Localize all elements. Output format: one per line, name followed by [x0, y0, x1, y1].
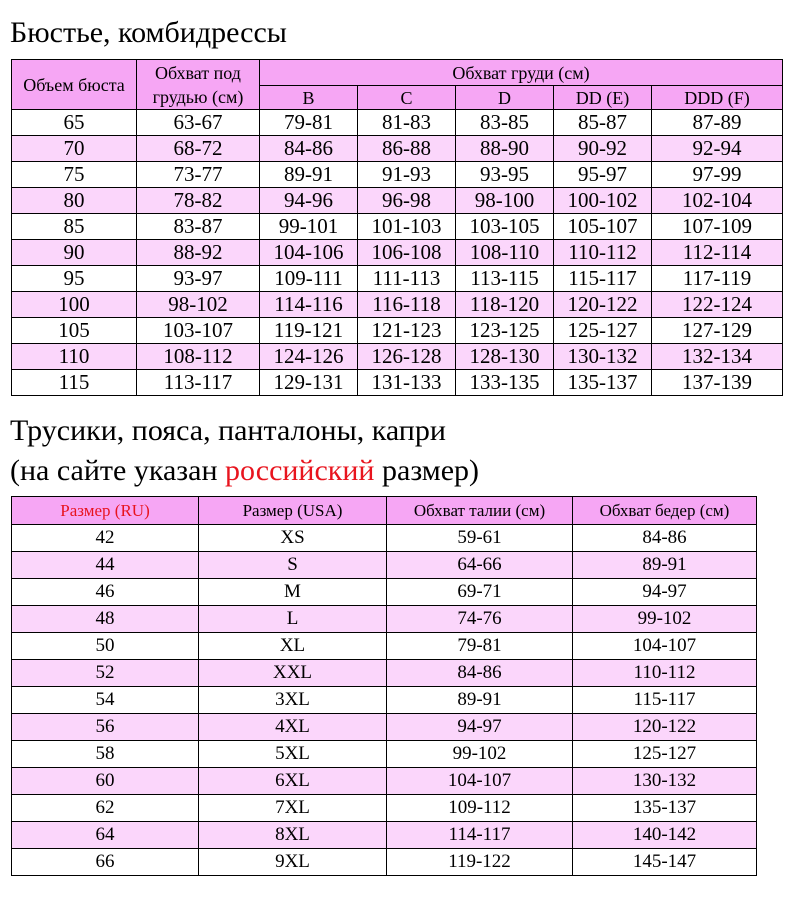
cup-header-d: D — [456, 86, 554, 110]
waist-cell: 69-71 — [387, 579, 573, 606]
size-usa-cell: 5XL — [199, 741, 387, 768]
subtitle-text-end: размер) — [374, 454, 480, 487]
cup-ddd-cell: 102-104 — [652, 188, 783, 214]
cup-ddd-cell: 92-94 — [652, 136, 783, 162]
pants-section-subtitle — [10, 456, 479, 486]
cup-dd-cell: 85-87 — [554, 110, 652, 136]
size-usa-cell: XXL — [199, 660, 387, 687]
cup-dd-cell: 135-137 — [554, 370, 652, 396]
cup-ddd-cell: 132-134 — [652, 344, 783, 370]
waist-cell: 114-117 — [387, 822, 573, 849]
table-row — [12, 214, 783, 240]
hips-cell: 110-112 — [573, 660, 757, 687]
hips-cell: 120-122 — [573, 714, 757, 741]
cup-c-cell: 106-108 — [358, 240, 456, 266]
cup-b-cell: 89-91 — [260, 162, 358, 188]
hips-cell: 145-147 — [573, 849, 757, 876]
size-usa-cell: 6XL — [199, 768, 387, 795]
waist-cell: 99-102 — [387, 741, 573, 768]
cup-ddd-cell: 127-129 — [652, 318, 783, 344]
waist-cell: 74-76 — [387, 606, 573, 633]
cup-dd-cell: 110-112 — [554, 240, 652, 266]
table-row — [12, 318, 783, 344]
hips-cell: 135-137 — [573, 795, 757, 822]
size-usa-cell: S — [199, 552, 387, 579]
size-ru-cell: 54 — [12, 687, 199, 714]
size-usa-cell: L — [199, 606, 387, 633]
cup-b-cell: 94-96 — [260, 188, 358, 214]
cup-dd-cell: 95-97 — [554, 162, 652, 188]
size-usa-cell: 9XL — [199, 849, 387, 876]
table-row — [12, 849, 757, 876]
table-row — [12, 822, 757, 849]
cup-b-cell: 79-81 — [260, 110, 358, 136]
cup-b-cell: 109-111 — [260, 266, 358, 292]
cup-ddd-cell: 112-114 — [652, 240, 783, 266]
cup-d-cell: 118-120 — [456, 292, 554, 318]
table-row — [12, 714, 757, 741]
underbust-cell: 88-92 — [137, 240, 260, 266]
size-ru-cell: 64 — [12, 822, 199, 849]
underbust-header: Обхват под грудью (см) — [137, 60, 260, 110]
cup-dd-cell: 120-122 — [554, 292, 652, 318]
hips-cell: 125-127 — [573, 741, 757, 768]
underbust-cell: 78-82 — [137, 188, 260, 214]
hips-cell: 130-132 — [573, 768, 757, 795]
table-row — [12, 110, 783, 136]
size-ru-cell: 62 — [12, 795, 199, 822]
cup-dd-cell: 100-102 — [554, 188, 652, 214]
cup-c-cell: 91-93 — [358, 162, 456, 188]
cup-c-cell: 121-123 — [358, 318, 456, 344]
table-row — [12, 344, 783, 370]
cup-d-cell: 98-100 — [456, 188, 554, 214]
table-row — [12, 687, 757, 714]
cup-d-cell: 103-105 — [456, 214, 554, 240]
hips-cell: 99-102 — [573, 606, 757, 633]
cup-d-cell: 113-115 — [456, 266, 554, 292]
size-ru-header: Размер (RU) — [12, 497, 199, 525]
cup-c-cell: 81-83 — [358, 110, 456, 136]
underbust-cell: 113-117 — [137, 370, 260, 396]
hips-cell: 115-117 — [573, 687, 757, 714]
waist-cell: 119-122 — [387, 849, 573, 876]
size-usa-cell: 8XL — [199, 822, 387, 849]
waist-cell: 79-81 — [387, 633, 573, 660]
cup-c-cell: 86-88 — [358, 136, 456, 162]
bust-volume-cell: 105 — [12, 318, 137, 344]
waist-cell: 84-86 — [387, 660, 573, 687]
bust-volume-cell: 85 — [12, 214, 137, 240]
cup-header-c: C — [358, 86, 456, 110]
cup-dd-cell: 115-117 — [554, 266, 652, 292]
waist-cell: 94-97 — [387, 714, 573, 741]
size-ru-cell: 56 — [12, 714, 199, 741]
bust-volume-header: Объем бюста — [12, 60, 137, 110]
table-row — [12, 795, 757, 822]
size-usa-cell: XS — [199, 525, 387, 552]
table-row — [12, 768, 757, 795]
cup-header-dd: DD (E) — [554, 86, 652, 110]
bust-volume-cell: 65 — [12, 110, 137, 136]
bust-volume-cell: 115 — [12, 370, 137, 396]
hips-cell: 94-97 — [573, 579, 757, 606]
bust-volume-cell: 70 — [12, 136, 137, 162]
cup-c-cell: 96-98 — [358, 188, 456, 214]
size-usa-cell: 4XL — [199, 714, 387, 741]
size-ru-cell: 42 — [12, 525, 199, 552]
cup-d-cell: 108-110 — [456, 240, 554, 266]
table-row — [12, 292, 783, 318]
cup-ddd-cell: 122-124 — [652, 292, 783, 318]
waist-cell: 59-61 — [387, 525, 573, 552]
underbust-cell: 93-97 — [137, 266, 260, 292]
cup-d-cell: 83-85 — [456, 110, 554, 136]
cup-c-cell: 126-128 — [358, 344, 456, 370]
table-row — [12, 162, 783, 188]
underbust-cell: 73-77 — [137, 162, 260, 188]
bust-volume-cell: 95 — [12, 266, 137, 292]
size-ru-cell: 48 — [12, 606, 199, 633]
cup-c-cell: 111-113 — [358, 266, 456, 292]
table-row — [12, 266, 783, 292]
table-row — [12, 579, 757, 606]
underbust-cell: 63-67 — [137, 110, 260, 136]
table-row — [12, 606, 757, 633]
cup-d-cell: 88-90 — [456, 136, 554, 162]
waist-header: Обхват талии (см) — [387, 497, 573, 525]
table-row — [12, 741, 757, 768]
cup-b-cell: 104-106 — [260, 240, 358, 266]
hips-cell: 104-107 — [573, 633, 757, 660]
bra-table-body — [12, 110, 783, 396]
cup-b-cell: 99-101 — [260, 214, 358, 240]
cup-b-cell: 119-121 — [260, 318, 358, 344]
cup-d-cell: 123-125 — [456, 318, 554, 344]
cup-c-cell: 116-118 — [358, 292, 456, 318]
table-row — [12, 525, 757, 552]
pants-size-table — [11, 496, 757, 876]
pants-section-title: Трусики, пояса, панталоны, капри — [10, 414, 446, 447]
hips-cell: 140-142 — [573, 822, 757, 849]
bra-size-table — [11, 59, 783, 396]
size-ru-cell: 52 — [12, 660, 199, 687]
bust-volume-cell: 90 — [12, 240, 137, 266]
size-ru-cell: 60 — [12, 768, 199, 795]
size-ru-cell: 50 — [12, 633, 199, 660]
underbust-cell: 108-112 — [137, 344, 260, 370]
bust-volume-cell: 100 — [12, 292, 137, 318]
subtitle-text-start: (на сайте указан — [10, 454, 225, 487]
cup-c-cell: 131-133 — [358, 370, 456, 396]
cup-ddd-cell: 137-139 — [652, 370, 783, 396]
table-row — [12, 660, 757, 687]
cup-header-b: B — [260, 86, 358, 110]
waist-cell: 109-112 — [387, 795, 573, 822]
table-row — [12, 633, 757, 660]
size-usa-cell: 3XL — [199, 687, 387, 714]
cup-header-ddd: DDD (F) — [652, 86, 783, 110]
cup-d-cell: 93-95 — [456, 162, 554, 188]
bust-volume-cell: 75 — [12, 162, 137, 188]
size-usa-cell: 7XL — [199, 795, 387, 822]
bust-girth-header: Обхват груди (см) — [260, 60, 783, 86]
cup-dd-cell: 130-132 — [554, 344, 652, 370]
cup-ddd-cell: 107-109 — [652, 214, 783, 240]
underbust-cell: 83-87 — [137, 214, 260, 240]
subtitle-highlight: российский — [225, 454, 375, 487]
size-ru-cell: 46 — [12, 579, 199, 606]
cup-d-cell: 133-135 — [456, 370, 554, 396]
cup-d-cell: 128-130 — [456, 344, 554, 370]
cup-ddd-cell: 97-99 — [652, 162, 783, 188]
bust-volume-cell: 110 — [12, 344, 137, 370]
underbust-cell: 98-102 — [137, 292, 260, 318]
cup-dd-cell: 105-107 — [554, 214, 652, 240]
cup-b-cell: 84-86 — [260, 136, 358, 162]
pants-table-body — [12, 525, 757, 876]
hips-header: Обхват бедер (см) — [573, 497, 757, 525]
size-usa-header: Размер (USA) — [199, 497, 387, 525]
table-row — [12, 136, 783, 162]
table-row — [12, 370, 783, 396]
table-row — [12, 188, 783, 214]
cup-b-cell: 114-116 — [260, 292, 358, 318]
bust-volume-cell: 80 — [12, 188, 137, 214]
cup-ddd-cell: 87-89 — [652, 110, 783, 136]
waist-cell: 104-107 — [387, 768, 573, 795]
size-usa-cell: XL — [199, 633, 387, 660]
cup-dd-cell: 90-92 — [554, 136, 652, 162]
bra-section-title: Бюстье, комбидрессы — [10, 16, 287, 49]
underbust-cell: 103-107 — [137, 318, 260, 344]
underbust-cell: 68-72 — [137, 136, 260, 162]
hips-cell: 84-86 — [573, 525, 757, 552]
size-ru-cell: 58 — [12, 741, 199, 768]
cup-ddd-cell: 117-119 — [652, 266, 783, 292]
size-ru-cell: 66 — [12, 849, 199, 876]
cup-b-cell: 124-126 — [260, 344, 358, 370]
size-usa-cell: M — [199, 579, 387, 606]
cup-dd-cell: 125-127 — [554, 318, 652, 344]
waist-cell: 89-91 — [387, 687, 573, 714]
table-row — [12, 240, 783, 266]
size-ru-cell: 44 — [12, 552, 199, 579]
table-row — [12, 552, 757, 579]
waist-cell: 64-66 — [387, 552, 573, 579]
cup-b-cell: 129-131 — [260, 370, 358, 396]
hips-cell: 89-91 — [573, 552, 757, 579]
cup-c-cell: 101-103 — [358, 214, 456, 240]
